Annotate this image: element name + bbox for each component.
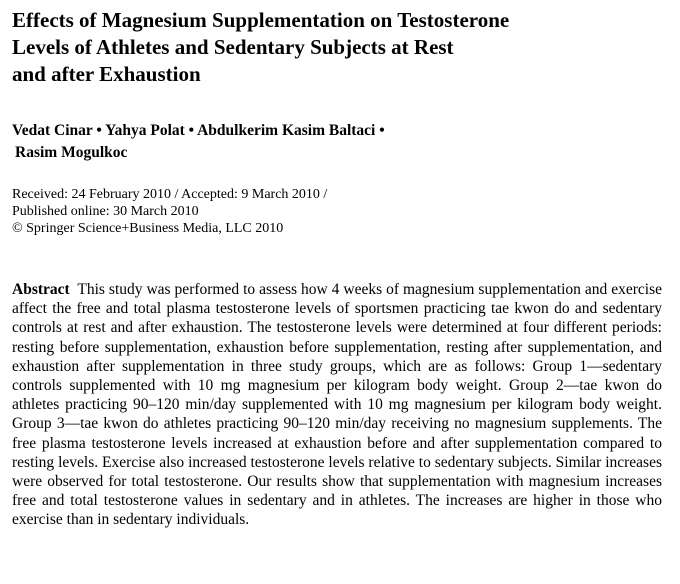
abstract-text: This study was performed to assess how 4 weeks of magnesium supplementation and exercise affect the free and total plasma testosterone levels of sportsmen practicing tae kwon do and sedentary controls at rest and after exhaustion. The testosterone levels were determined at four different periods: resting before supplementation, exhaustion before supplementation, resting after supplementation, and exhaustion after supplementation in three study groups, which are as follows: Group 1—sedentary controls supplemented with 10 mg magnesium per kilogram body weight. Group 2—tae kwon do athletes practicing 90–120 min/day supplemented with 10 mg magnesium per kilogram body weight. Group 3—tae kwon do athletes practicing 90–120 min/day receiving no magnesium supplements. The free plasma testosterone levels increased at exhaustion before and after supplementation compared to resting levels. Exercise also increased testosterone levels relative to sedentary subjects. Similar increases were observed for total testosterone. Our results show that supplementation with magnesium increases free and total testosterone values in sedentary and in athletes. The increases are higher in those who exercise than in sedentary individuals. [12,281,662,529]
paper-title [12,7,652,88]
title-line: and after Exhaustion [12,62,201,86]
abstract-label: Abstract [12,281,70,298]
copyright-notice: © Springer Science+Business Media, LLC 2010 [12,221,284,236]
abstract-section [12,280,662,530]
published-online-date: Published online: 30 March 2010 [12,204,199,219]
received-accepted-dates: Received: 24 February 2010 / Accepted: 9 March 2010 / [12,187,328,202]
title-line: Levels of Athletes and Sedentary Subjects at Rest [12,35,454,59]
author-line: Vedat Cinar • Yahya Polat • Abdulkerim Kasim Baltaci • [12,122,385,139]
publication-info [12,186,652,237]
title-line: Effects of Magnesium Supplementation on Testosterone [12,8,510,32]
author-list [12,120,652,164]
author-line: Rasim Mogulkoc [15,144,128,161]
